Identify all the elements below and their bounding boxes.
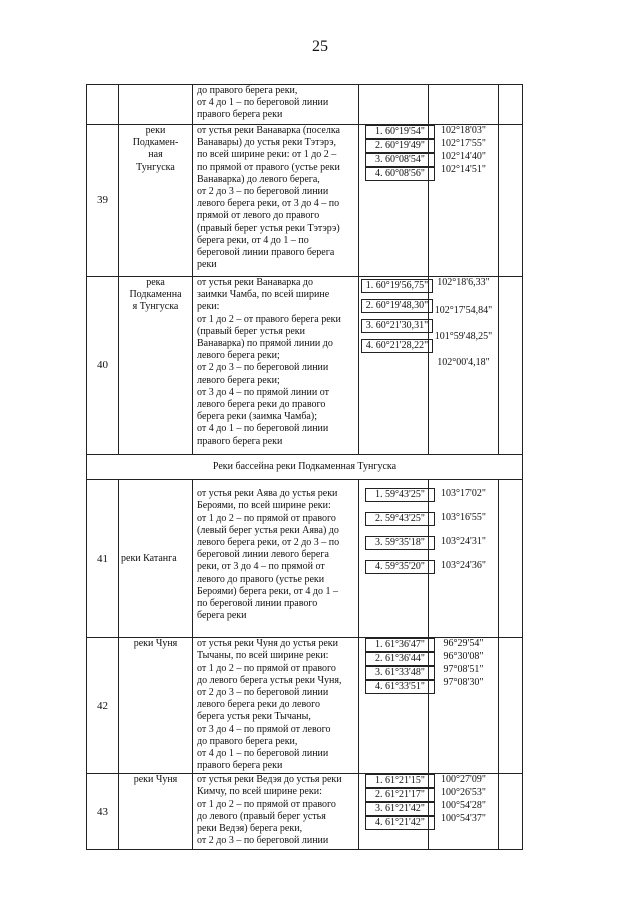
latitude-value: 3. 61°33'48" — [365, 666, 435, 680]
latitude-cell — [359, 125, 429, 277]
river-name: реки Катанга — [119, 480, 193, 638]
row-number: 43 — [87, 774, 119, 850]
table-row — [87, 480, 523, 638]
latitude-cell — [359, 480, 429, 638]
longitude-value: 102°00'4,18" — [437, 357, 490, 368]
latitude-value: 2. 61°21'17" — [365, 788, 435, 802]
row-number: 42 — [87, 638, 119, 774]
latitude-value: 2. 60°19'48,30" — [361, 299, 433, 313]
latitude-value: 3. 59°35'18" — [365, 536, 435, 550]
longitude-value: 103°24'31" — [441, 536, 486, 548]
longitude-value: 102°18'03" — [441, 125, 486, 136]
boundary-description: от устья реки Ванаварка до заимки Чамба, по всей ширине реки: от 1 до 2 – от правого берега реки (правый берег устья реки Ванаварка) по прямой линии до левого берега реки; от 2 до 3 – по береговой линии левого берега реки; от 3 до 4 – по прямой линии от левого берега реки до правого берега реки (заимка Чамба); от 4 до 1 – по береговой линии правого берега реки — [193, 277, 359, 455]
river-name: реки Чуня — [119, 638, 193, 774]
latitude-value: 4. 60°08'56" — [365, 167, 435, 181]
latitude-value: 1. 59°43'25" — [365, 488, 435, 502]
latitude-value: 3. 61°21'42" — [365, 802, 435, 816]
longitude-value: 96°29'54" — [443, 638, 484, 650]
notes-cell — [499, 638, 523, 774]
row-number: 40 — [87, 277, 119, 455]
notes-cell — [499, 125, 523, 277]
longitude-value: 100°54'28" — [441, 800, 486, 812]
boundary-description: до правого берега реки, от 4 до 1 – по береговой линии правого берега реки — [193, 85, 359, 125]
latitude-cell — [359, 638, 429, 774]
river-name: реки Подкамен- ная Тунгуска — [119, 125, 193, 277]
latitude-cell — [359, 277, 429, 455]
longitude-value: 100°27'09" — [441, 774, 486, 786]
boundary-description: от устья реки Чуня до устья реки Тычаны, по всей ширине реки: от 1 до 2 – по прямой от правого до левого берега устья реки Чуня, от 2 до 3 – по береговой линии левого берега реки до левого берега устья реки Тычаны, от 3 до 4 – по прямой от левого до правого берега реки, от 4 до 1 – по береговой линии правого берега реки — [193, 638, 359, 774]
longitude-cell — [429, 480, 499, 638]
table-row — [87, 85, 523, 125]
table-row — [87, 125, 523, 277]
longitude-value: 100°26'53" — [441, 787, 486, 799]
river-name: реки Чуня — [119, 774, 193, 850]
notes-cell — [499, 774, 523, 850]
latitude-value: 3. 60°21'30,31" — [361, 319, 433, 333]
longitude-value: 97°08'30" — [443, 677, 484, 689]
notes-cell — [499, 85, 523, 125]
row-number: 41 — [87, 480, 119, 638]
longitude-value: 101°59'48,25" — [434, 331, 493, 342]
latitude-value: 4. 61°33'51" — [365, 680, 435, 694]
latitude-value: 3. 60°08'54" — [365, 153, 435, 167]
boundary-description: от устья реки Ведэя до устья реки Кимчу, по всей ширине реки: от 1 до 2 – по прямой от правого до левого (правый берег устья реки Ведэя) берега реки, от 2 до 3 – по береговой линии — [193, 774, 359, 850]
latitude-value: 1. 60°19'56,75" — [361, 279, 433, 293]
latitude-value: 4. 60°21'28,22" — [361, 339, 433, 353]
longitude-cell — [429, 638, 499, 774]
latitude-value: 1. 60°19'54" — [365, 125, 435, 139]
longitude-cell — [429, 774, 499, 850]
section-row — [87, 455, 523, 480]
latitude-value: 1. 61°21'15" — [365, 774, 435, 788]
longitude-cell — [429, 125, 499, 277]
longitude-value: 103°16'55" — [441, 512, 486, 524]
section-title: Реки бассейна реки Подкаменная Тунгуска — [87, 455, 523, 480]
latitude-value: 4. 61°21'42" — [365, 816, 435, 830]
longitude-cell — [429, 277, 499, 455]
latitude-value: 2. 60°19'49" — [365, 139, 435, 153]
table-row — [87, 638, 523, 774]
fishing-areas-table — [86, 84, 523, 850]
row-number: 39 — [87, 125, 119, 277]
longitude-value: 97°08'51" — [443, 664, 484, 676]
boundary-description: от устья реки Аява до устья реки Бероями, по всей ширине реки: от 1 до 2 – по прямой от правого (левый берег устья реки Аява) до левого берега реки, от 2 до 3 – по береговой линии левого берега реки, от 3 до 4 – по прямой от левого до правого (устье реки Бероями) берега реки, от 4 до 1 – по береговой линии правого берега реки — [193, 480, 359, 638]
longitude-value: 102°18'6,33" — [437, 277, 490, 288]
table-row — [87, 774, 523, 850]
latitude-value: 1. 61°36'47" — [365, 638, 435, 652]
boundary-description: от устья реки Ванаварка (поселка Ванавары) до устья реки Тэтэрэ, по всей ширине реки: от 1 до 2 – по прямой от правого (устье реки Ванаварка) до левого берега, от 2 до 3 – по береговой линии левого берега реки, от 3 до 4 – по прямой от левого до правого (правый берег устья реки Тэтэрэ) берега реки, от 4 до 1 – по береговой линии правого берега реки — [193, 125, 359, 277]
latitude-value: 4. 59°35'20" — [365, 560, 435, 574]
longitude-value: 102°14'51" — [441, 164, 486, 175]
latitude-value: 2. 59°43'25" — [365, 512, 435, 526]
notes-cell — [499, 480, 523, 638]
page-number: 25 — [312, 38, 328, 55]
latitude-cell — [359, 774, 429, 850]
river-name — [119, 85, 193, 125]
longitude-value: 102°14'40" — [441, 151, 486, 162]
longitude-value: 102°17'55" — [441, 138, 486, 149]
longitude-value: 103°17'02" — [441, 488, 486, 500]
longitude-value: 102°17'54,84" — [434, 305, 493, 316]
latitude-cell — [359, 85, 429, 125]
longitude-value: 96°30'08" — [443, 651, 484, 663]
longitude-cell — [429, 85, 499, 125]
latitude-value: 2. 61°36'44" — [365, 652, 435, 666]
row-number — [87, 85, 119, 125]
longitude-value: 103°24'36" — [441, 560, 486, 572]
river-name: река Подкаменна я Тунгуска — [119, 277, 193, 455]
longitude-value: 100°54'37" — [441, 813, 486, 825]
notes-cell — [499, 277, 523, 455]
table-row — [87, 277, 523, 455]
